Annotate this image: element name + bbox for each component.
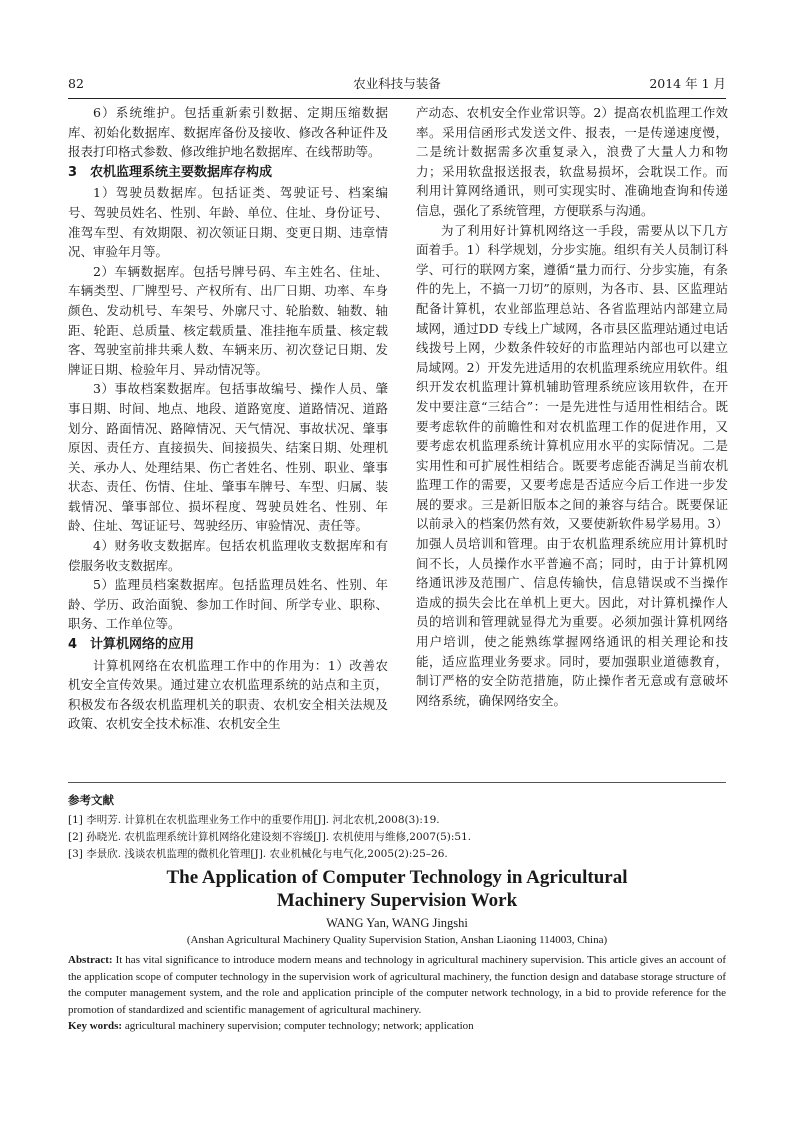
section-heading-3: [68, 163, 388, 183]
paragraph: 计算机网络在农机监理工作中的作用为：1）改善农机安全宣传效果。通过建立农机监理系统的站点和主页，积极发布各级农机监理机关的职责、农机安全相关法规及政策、农机安全技术标准、农机安全生: [68, 657, 388, 732]
paragraph: 4）财务收支数据库。包括农机监理收支数据库和有偿服务收支数据库。: [68, 538, 388, 573]
paragraph: 5）监理员档案数据库。包括监理员姓名、性别、年龄、学历、政治面貌、参加工作时间、所学专业、职称、职务、工作单位等。: [68, 577, 388, 632]
keywords-text: agricultural machinery supervision; computer technology; network; application: [122, 1020, 474, 1033]
english-title-line: The Application of Computer Technology in Agricultural: [166, 867, 628, 888]
body-end-rule: [68, 782, 726, 783]
section-number: 3: [68, 164, 78, 180]
header-rule: [68, 98, 726, 99]
references: [68, 792, 726, 863]
keywords-label: Key words:: [68, 1020, 123, 1033]
english-title-line: Machinery Supervision Work: [276, 890, 518, 911]
english-keywords: [68, 1018, 726, 1035]
abstract-label: Abstract:: [68, 954, 113, 966]
paragraph: 3）事故档案数据库。包括事故编号、操作人员、肇事日期、时间、地点、地段、道路宽度、道路情况、道路划分、路面情况、路障情况、天气情况、事故状况、肇事原因、责任方、直接损失、间接损失、结案日期、处理机关、承办人、处理结果、伤亡者姓名、性别、职业、肇事状态、责任、伤情、住址、肇事车牌号、车型、归属、装载情况、肇事部位、损坏程度、驾驶员姓名、性别、年龄、住址、驾证证号、驾驶经历、审验情况、责任等。: [68, 381, 388, 534]
left-column: [68, 103, 388, 734]
right-column: [416, 103, 728, 710]
page-number: 82: [68, 76, 84, 91]
english-affiliation: (Anshan Agricultural Machinery Quality Supervision Station, Anshan Liaoning 114003, China): [186, 934, 608, 946]
section-title: 农机监理系统主要数据库存构成: [90, 164, 273, 180]
reference-item: [3] 李景欣. 浅谈农机监理的微机化管理[J]. 农业机械化与电气化,2005(2):25–26.: [68, 848, 448, 860]
reference-item: [1] 李明芳. 计算机在农机监理业务工作中的重要作用[J]. 河北农机,2008(3):19.: [68, 814, 440, 826]
paragraph: 6）系统维护。包括重新索引数据、定期压缩数据库、初始化数据库、数据库备份及接收、修改各种证件及报表打印格式参数、修改维护地名数据库、在线帮助等。: [68, 105, 388, 160]
reference-item: [2] 孙晓光. 农机监理系统计算机网络化建设刻不容缓[J]. 农机使用与维修,2007(5):51.: [68, 831, 472, 843]
english-abstract: [68, 952, 726, 1018]
paragraph: 2）车辆数据库。包括号牌号码、车主姓名、住址、车辆类型、厂牌型号、产权所有、出厂日期、功率、车身颜色、发动机号、车架号、外廓尺寸、轮胎数、轴数、轴距、轮距、总质量、核定载质量、准挂拖车质量、核定载客、驾驶室前排共乘人数、车辆来历、初次登记日期、发牌证日期、检验年月、异动情况等。: [68, 263, 388, 377]
section-title: 计算机网络的应用: [90, 637, 195, 653]
paragraph: 产动态、农机安全作业常识等。2）提高农机监理工作效率。采用信函形式发送文件、报表，一是传递速度慢，二是统计数据需多次重复录入，浪费了大量人力和物力；采用软盘报送报表，软盘易损坏，会耽误工作。而利用计算网络通讯，则可实现实时、准确地查询和传递信息，强化了系统管理，方便联系与沟通。: [416, 105, 728, 218]
issue-date: 2014 年 1 月: [649, 76, 726, 91]
english-authors: WANG Yan, WANG Jingshi: [326, 916, 468, 930]
paragraph: 为了利用好计算机网络这一手段，需要从以下几方面着手。1）科学规划，分步实施。组织有关人员制订科学、可行的联网方案，遵循“量力而行、分步实施，有条件的先上，不搞一刀切”的原则，为各市、县、区监理站配备计算机，农业部监理总站、各省监理站内部建立局域网，通过DD 专线上广域网，各市县区监理站通过电话线拨号上网，少数条件较好的市监理站内部也可以建立局域网。2）开发先进适用的农机监理系统应用软件。组织开发农机监理计算机辅助管理系统应该用软件，在开发中要注意“三结合”：一是先进性与适用性相结合。既要考虑软件的前瞻性和对农机监理工作的促进作用，又要考虑农机监理系统计算机应用水平的实际情况。二是实用性和可扩展性相结合。既要考虑能否满足当前农机监理工作的需要，又要考虑是否适应今后工作进一步发展的要求。三是新旧版本之间的兼容与结合。既要保证以前录入的档案仍然有效，又要使新软件易学易用。3）加强人员培训和管理。由于农机监理系统应用计算机时间不长，人员操作水平普遍不高；同时，由于计算机网络通讯涉及范围广、信息传输快，信息错误或不当操作造成的损失会比在单机上更大。因此，对计算机操作人员的培训和管理就显得尤为重要。必须加强计算机网络用户培训，使之能熟练掌握网络通讯的相关理论和技能，适应监理业务要求。同时，要加强职业道德教育，制订严格的安全防范措施，防止操作者无意或有意破坏网络系统，确保网络安全。: [416, 222, 728, 708]
english-title: [68, 866, 726, 912]
journal-name: 农业科技与装备: [353, 76, 441, 91]
abstract-text: It has vital significance to introduce modern means and technology in agricultural machinery supervision. This article gives an account of the application scope of computer technology in the supervision work of agricultural machinery, the function design and database storage structure of the computer management system, and the role and application principle of the computer network technology, in a bid to provide reference for the promotion of standardized and scientific management of agricultural machinery.: [68, 954, 726, 1016]
references-title: 参考文献: [68, 793, 114, 807]
english-abstract-block: [68, 866, 726, 1035]
paragraph: 1）驾驶员数据库。包括证类、驾驶证号、档案编号、驾驶员姓名、性别、年龄、单位、住址、身份证号、准驾车型、有效期限、初次领证日期、变更日期、违章情况、审验年月等。: [68, 185, 388, 260]
section-heading-4: [68, 635, 388, 655]
section-number: 4: [68, 637, 78, 653]
